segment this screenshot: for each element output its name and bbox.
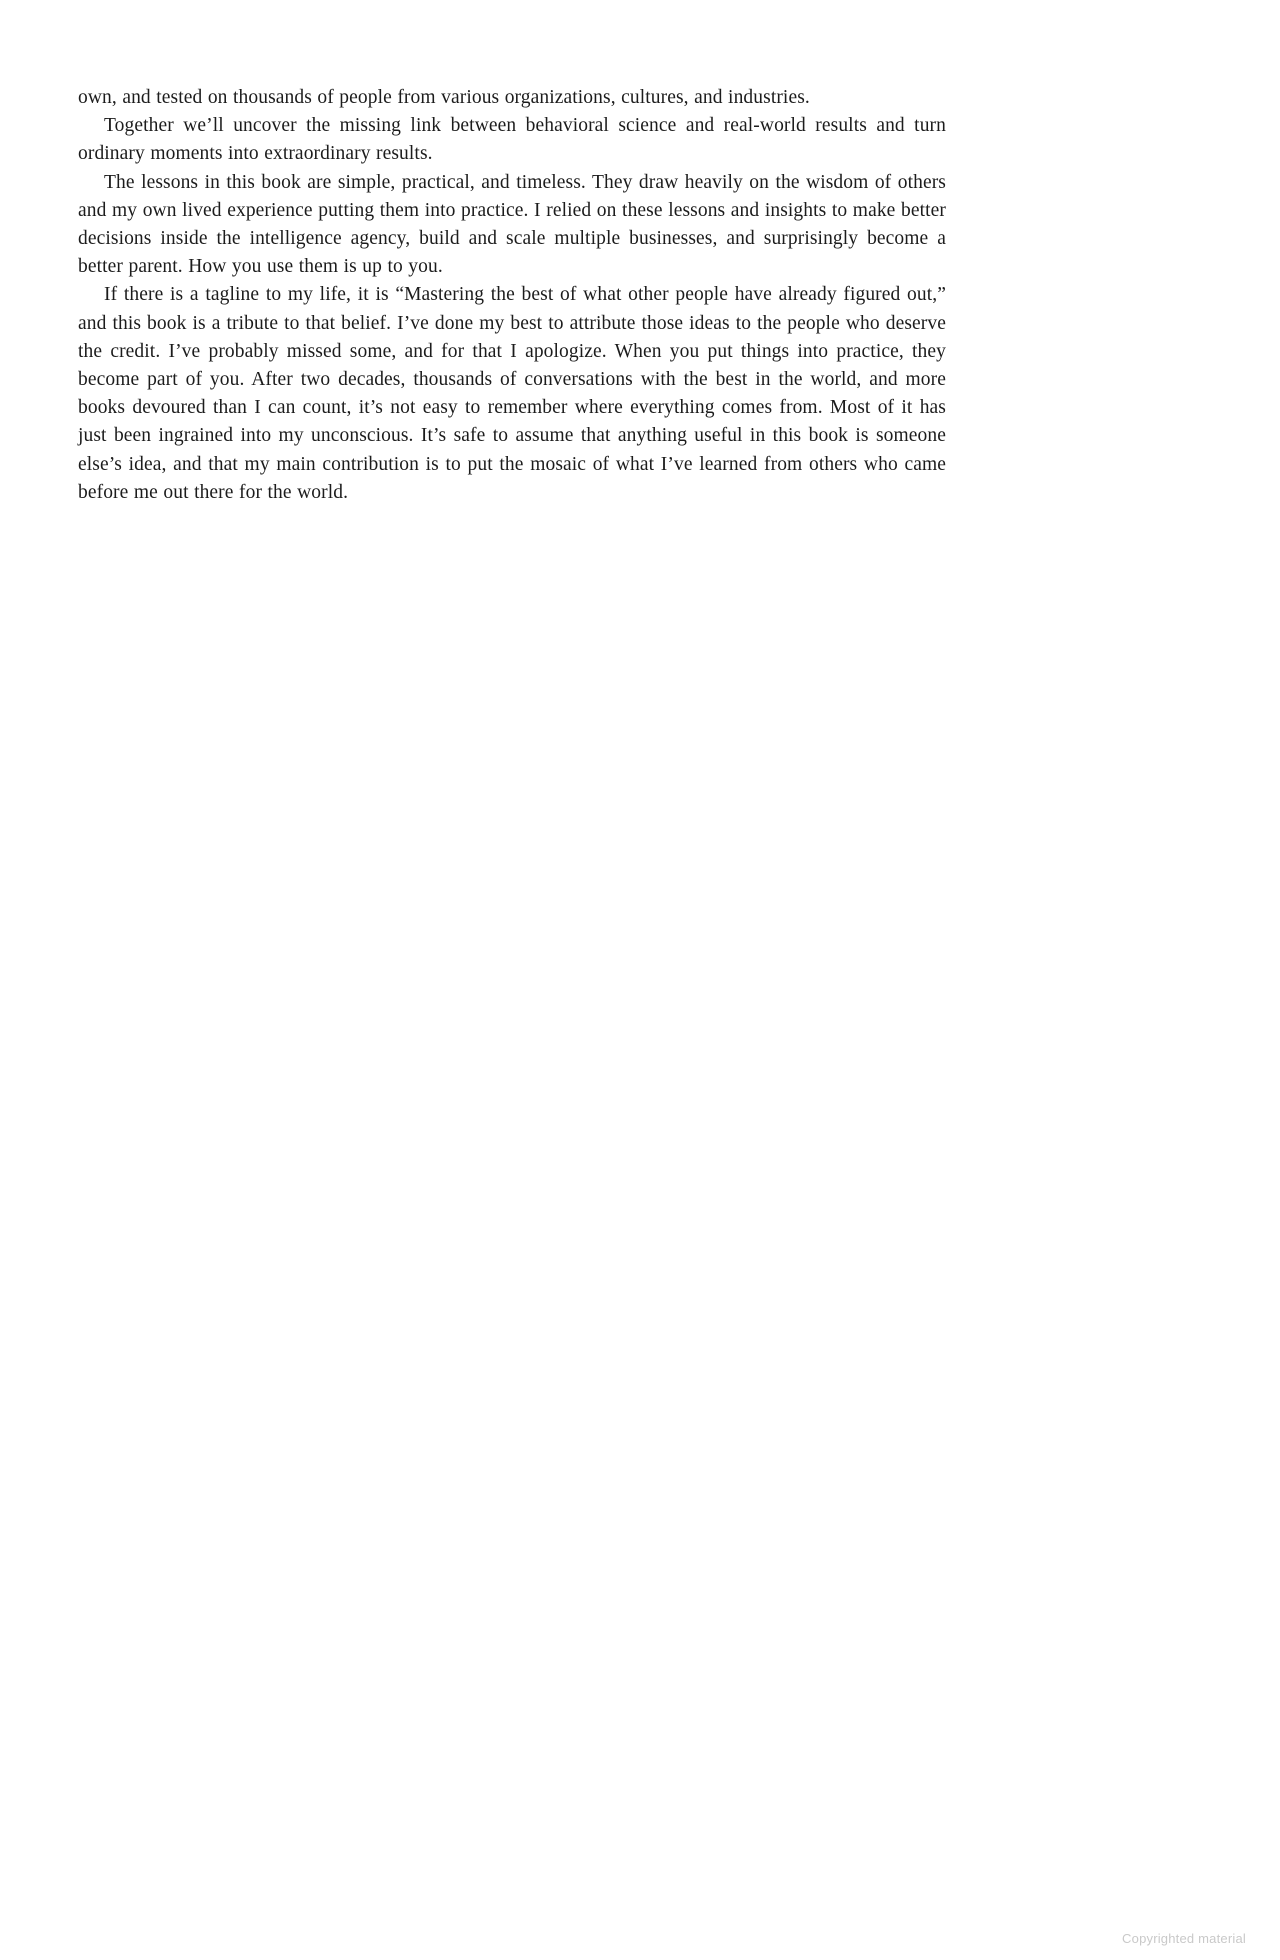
paragraph: If there is a tagline to my life, it is “Mastering the best of what other people have already figured out,” and this book is a tribute to that belief. I’ve done my best to attribute those ideas to the people who deserve the credit. I’ve probably missed some, and for that I apologize. When you put things into practice, they become part of you. After two decades, thousands of conversations with the best in the world, and more books devoured than I can count, it’s not easy to remember where everything comes from. Most of it has just been ingrained into my unconscious. It’s safe to assume that anything useful in this book is someone else’s idea, and that my main contribution is to put the mosaic of what I’ve learned from others who came before me out there for the world. (78, 284, 946, 503)
body-text (78, 84, 946, 507)
paragraph: The lessons in this book are simple, practical, and timeless. They draw heavily on the wisdom of others and my own lived experience putting them into practice. I relied on these lessons and insights to make better decisions inside the intelligence agency, build and scale multiple businesses, and surprisingly become a better parent. How you use them is up to you. (78, 171, 946, 278)
paragraph: Together we’ll uncover the missing link between behavioral science and real-world results and turn ordinary moments into extraordinary results. (78, 115, 946, 165)
paragraph: own, and tested on thousands of people from various organizations, cultures, and industries. (78, 87, 810, 108)
copyright-notice: Copyrighted material (1122, 1931, 1246, 1946)
